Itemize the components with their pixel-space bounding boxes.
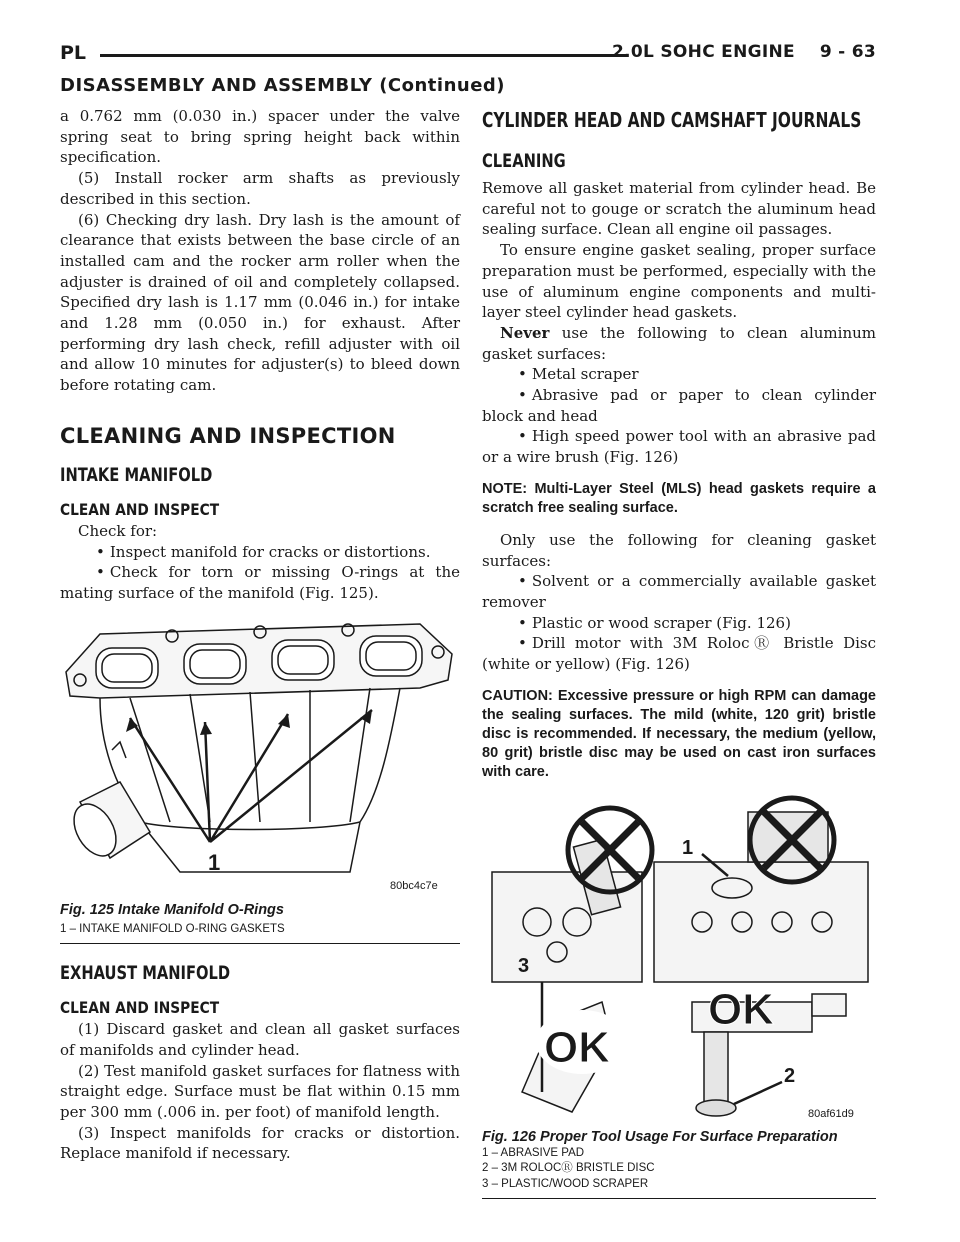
paragraph: (6) Checking dry lash. Dry lash is the amount of clearance that exists between the base circle of an installed cam and the rocker arm roller when the adjuster is drained of oil and completely collapsed. Specified dry lash is 1.17 mm (0.046 in.) for intake and 1.28 mm (0.050 in.) for exhaust. After performing dry lash check, refill adjuster with oil and allow 10 minutes for adjuster(s) to bleed down before rotating cam. <box>60 210 460 395</box>
subsection-heading: CLEANING <box>482 150 566 172</box>
figure-caption: Fig. 126 Proper Tool Usage For Surface Preparation <box>482 1128 838 1145</box>
section-heading: CLEANING AND INSPECTION <box>60 423 396 448</box>
ok-label-drill: OK <box>708 984 774 1034</box>
bullet-item: • Plastic or wood scraper (Fig. 126) <box>518 613 791 632</box>
surface-prep-illustration <box>482 792 876 1132</box>
paragraph: Only use the following for cleaning gasket surfaces: <box>482 530 876 570</box>
page-header <box>60 42 876 72</box>
figure-legend: 2 – 3M ROLOCⓇ BRISTLE DISC <box>482 1162 655 1175</box>
subsection-heading: EXHAUST MANIFOLD <box>60 962 231 985</box>
figure-caption: Fig. 125 Intake Manifold O-Rings <box>60 901 284 918</box>
figure-rule <box>60 943 460 944</box>
figure-legend: 1 – ABRASIVE PAD <box>482 1146 585 1159</box>
figure-rule <box>482 1198 876 1199</box>
intake-manifold-illustration <box>60 622 460 902</box>
paragraph: a 0.762 mm (0.030 in.) spacer under the valve spring seat to bring spring height back within specification. <box>60 107 460 167</box>
figure-legend: 3 – PLASTIC/WOOD SCRAPER <box>482 1177 649 1190</box>
note: NOTE: Multi-Layer Steel (MLS) head gaskets require a scratch free sealing surface. <box>482 480 876 516</box>
callout-3: 3 <box>518 954 530 977</box>
callout-2: 2 <box>784 1064 796 1087</box>
callout-1: 1 <box>208 849 221 875</box>
figure-code: 80af61d9 <box>808 1107 854 1120</box>
step: (2) Test manifold gasket surfaces for flatness with straight edge. Surface must be flat within 0.15 mm per 300 mm (.006 in. per foot) of manifold length. <box>60 1061 460 1121</box>
step: (1) Discard gasket and clean all gasket surfaces of manifolds and cylinder head. <box>60 1020 460 1059</box>
bullet-item: • Metal scraper <box>518 365 639 384</box>
paragraph: To ensure engine gasket sealing, proper surface preparation must be performed, especially with the use of aluminum engine components and multi-layer steel cylinder head gaskets. <box>482 241 876 322</box>
subsection-heading: INTAKE MANIFOLD <box>60 463 213 486</box>
bullet-item: • High speed power tool with an abrasive pad or a wire brush (Fig. 126) <box>482 427 876 467</box>
paragraph: (5) Install rocker arm shafts as previously described in this section. <box>60 169 460 208</box>
paragraph: Check for: <box>78 521 158 540</box>
caution: CAUTION: Excessive pressure or high RPM can damage the sealing surfaces. The mild (white, 120 grit) bristle disc is recommended. If necessary, the medium (yellow, 80 grit) bristle disc may be used on cast iron surfaces with care. <box>482 687 876 780</box>
bullet-item: • Solvent or a commercially available gasket remover <box>482 572 876 611</box>
step: (3) Inspect manifolds for cracks or distortion. Replace manifold if necessary. <box>60 1123 460 1163</box>
procedure-heading: CLEAN AND INSPECT <box>60 998 220 1018</box>
procedure-heading: CLEAN AND INSPECT <box>60 499 220 519</box>
left-column <box>60 106 460 1164</box>
bullet-item: • Inspect manifold for cracks or distortions. <box>96 542 431 561</box>
header-page-title: 2.0L SOHC ENGINE 9 - 63 <box>612 42 876 62</box>
figure-code: 80bc4c7e <box>390 879 438 892</box>
header-rule <box>100 54 626 57</box>
figure-126 <box>482 792 876 1145</box>
callout-1: 1 <box>682 836 694 859</box>
paragraph: Never use the following to clean aluminum gasket surfaces: <box>482 323 876 363</box>
figure-legend: 1 – INTAKE MANIFOLD O-RING GASKETS <box>60 922 285 935</box>
header-section-code: PL <box>60 42 87 64</box>
bullet-item: • Abrasive pad or paper to clean cylinder block and head <box>482 386 876 425</box>
continued-heading: DISASSEMBLY AND ASSEMBLY (Continued) <box>60 75 506 96</box>
figure-125 <box>60 622 460 922</box>
bullet-item: • Check for torn or missing O-rings at the mating surface of the manifold (Fig. 125). <box>60 563 460 602</box>
paragraph: Remove all gasket material from cylinder head. Be careful not to gouge or scratch the aluminum head sealing surface. Clean all engine oil passages. <box>482 179 876 239</box>
ok-label-scraper: OK <box>544 1022 610 1072</box>
right-column <box>482 108 876 1199</box>
bullet-item: • Drill motor with 3M RolocⓇ Bristle Disc (white or yellow) (Fig. 126) <box>482 634 876 674</box>
section-heading: CYLINDER HEAD AND CAMSHAFT JOURNALS <box>482 108 862 132</box>
